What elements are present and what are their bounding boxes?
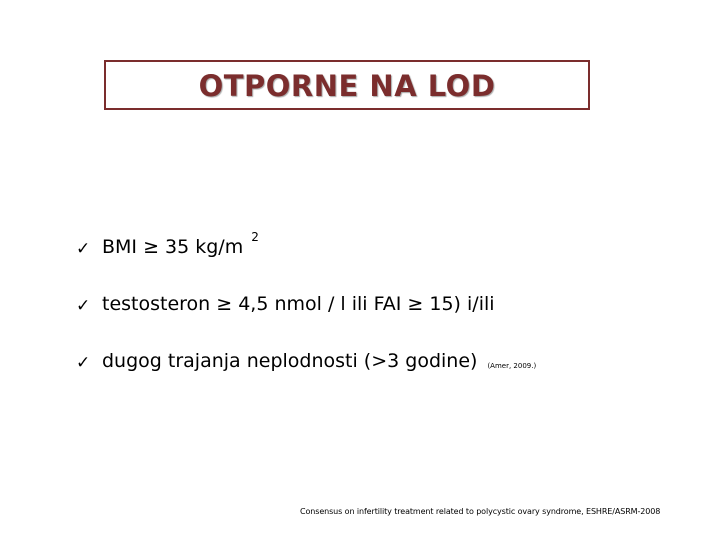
citation: (Amer, 2009.)	[487, 362, 537, 370]
bullet-item-testosteron	[76, 293, 696, 350]
bullet-text: dugog trajanja neplodnosti (>3 godine)	[102, 350, 478, 372]
footer-reference: Consensus on infertility treatment related to polycystic ovary syndrome, ESHRE/ASRM-2008	[300, 507, 661, 516]
checkmark-icon: ✓	[76, 296, 91, 316]
bullet-item-neplodnost	[76, 350, 696, 407]
slide-title: OTPORNE NA LOD	[198, 69, 496, 103]
checkmark-icon: ✓	[76, 239, 91, 259]
superscript: 2	[251, 230, 259, 244]
checkmark-icon: ✓	[76, 353, 91, 373]
bullet-text: BMI ≥ 35 kg/m	[102, 236, 244, 258]
title-box	[104, 60, 590, 110]
bullet-list	[76, 230, 696, 407]
bullet-item-bmi	[76, 230, 696, 293]
bullet-text: testosteron ≥ 4,5 nmol / l ili FAI ≥ 15) i/ili	[102, 293, 495, 315]
